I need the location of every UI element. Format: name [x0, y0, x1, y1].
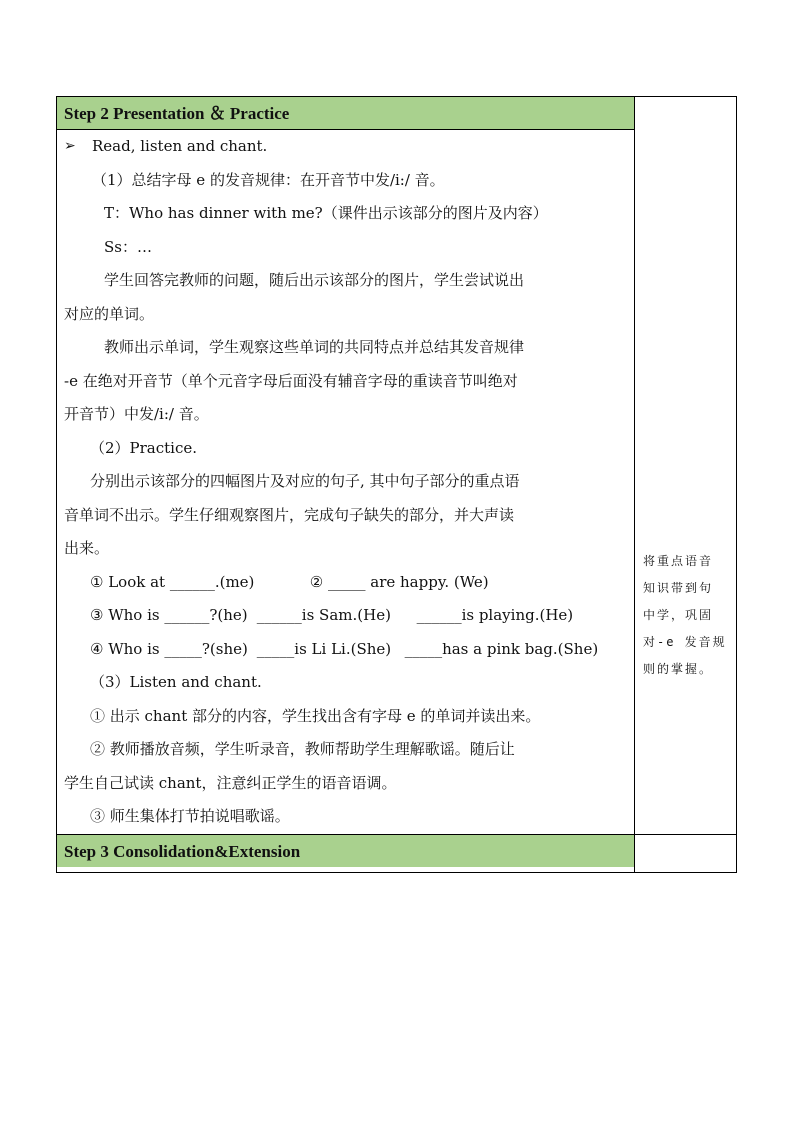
text-line: 分别出示该部分的四幅图片及对应的句子, 其中句子部分的重点语 [90, 472, 520, 490]
exercise-3b: ______is Sam.(He) [256, 606, 391, 624]
text-line: 教师出示单词，学生观察这些单词的共同特点并总结其发音规律 [104, 338, 525, 356]
exercise-3c: ______is playing.(He) [416, 606, 574, 624]
text-line: 学生回答完教师的问题，随后出示该部分的图片，学生尝试说出 [104, 271, 525, 289]
arrow-bullet-icon: ➢ [64, 138, 76, 154]
text-line: -e 在绝对开音节（单个元音字母后面没有辅音字母的重读音节叫绝对 [64, 371, 518, 390]
side-note-line: 则的掌握。 [643, 662, 714, 676]
exercise-4a: ④ Who is _____?(she) [90, 639, 248, 658]
text-line: ① 出示 chant 部分的内容，学生找出含有字母 e 的单词并读出来。 [90, 706, 541, 725]
text-line: T：Who has dinner with me?（课件出示该部分的图片及内容） [104, 204, 548, 222]
step3-side-cell [635, 834, 736, 872]
text-line: （3）Listen and chant. [90, 673, 262, 691]
side-note-line: 将重点语音 [643, 554, 714, 568]
text-line: 对应的单词。 [64, 304, 155, 323]
step3-row [57, 834, 736, 872]
exercise-4c: _____has a pink bag.(She) [404, 639, 599, 658]
exercise-1: ① Look at ______.(me) [90, 572, 255, 591]
text-line: （1）总结字母 e 的发音规律：在开音节中发/i:/ 音。 [92, 170, 445, 189]
text-line: ③ 师生集体打节拍说唱歌谣。 [90, 807, 290, 825]
side-note-line: 中学，巩固 [643, 608, 714, 622]
exercise-3a: ③ Who is ______?(he) [90, 606, 248, 624]
step2-side-cell [635, 97, 736, 834]
step3-header: Step 3 Consolidation&Extension [57, 834, 634, 867]
text-line: （2）Practice. [90, 438, 198, 457]
text-line: Ss：… [104, 237, 152, 256]
lesson-table [56, 96, 737, 873]
side-note-line: 知识带到句 [643, 581, 714, 595]
step2-main-cell [57, 97, 635, 834]
text-line: 开音节）中发/i:/ 音。 [64, 405, 209, 423]
text-line: 出来。 [64, 539, 110, 557]
bullet-line [64, 130, 626, 164]
exercise-4b: _____is Li Li.(She) [256, 639, 392, 658]
side-note [643, 548, 733, 683]
exercise-row-1 [64, 566, 626, 600]
text-line: 学生自己试读 chant，注意纠正学生的语音语调。 [64, 773, 397, 792]
step2-content [57, 130, 634, 834]
side-note-line: 对-e 发音规 [643, 635, 727, 649]
text-line: ② 教师播放音频，学生听录音，教师帮助学生理解歌谣。随后让 [90, 740, 515, 758]
step2-header: Step 2 Presentation ＆ Practice [57, 97, 634, 130]
read-listen-chant: Read, listen and chant. [92, 137, 268, 155]
step2-row [57, 97, 736, 834]
exercise-row-2 [64, 599, 626, 633]
exercise-row-3 [64, 633, 626, 667]
exercise-2: ② _____ are happy. (We) [309, 572, 489, 591]
text-line: 音单词不出示。学生仔细观察图片，完成句子缺失的部分，并大声读 [64, 505, 515, 524]
step3-main-cell [57, 834, 635, 872]
